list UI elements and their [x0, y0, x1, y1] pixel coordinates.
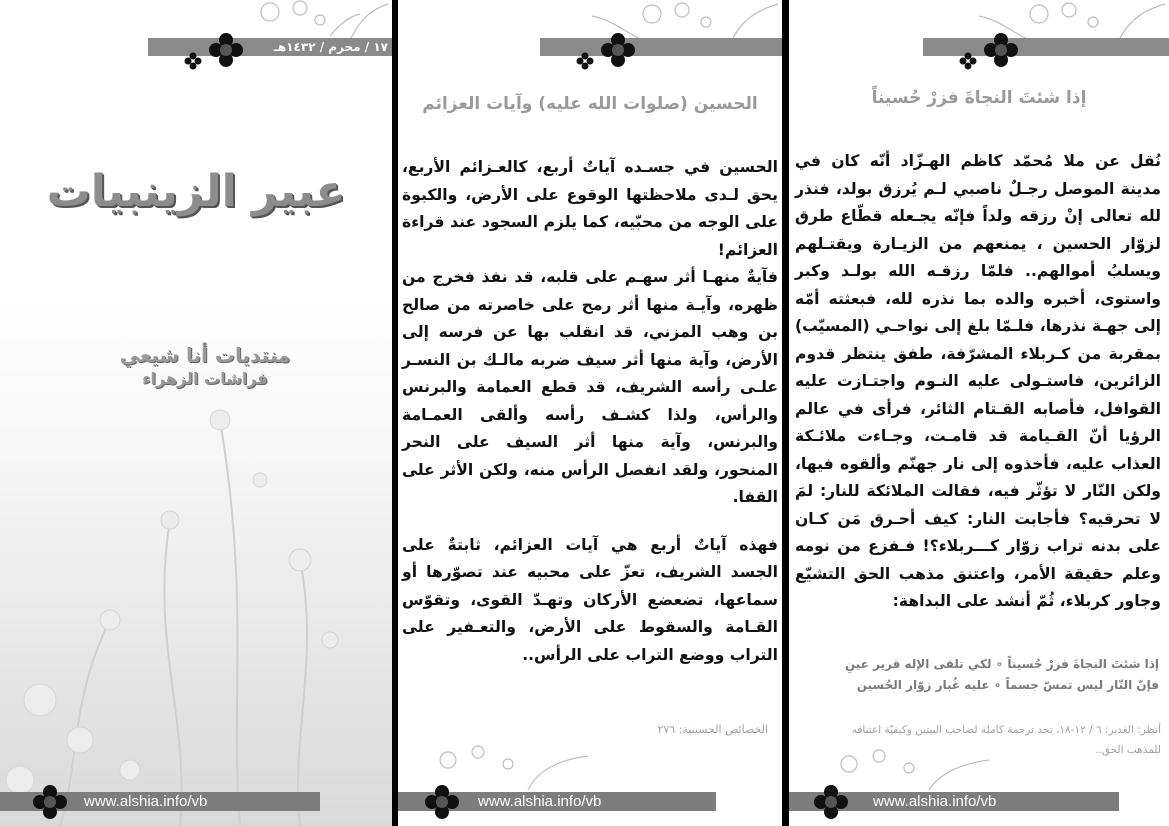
page-title: إذا شئتَ النجاةَ فزرْ حُسيناً: [871, 88, 1087, 108]
poem-verse: إذا شئتَ النجاةَ فزرْ حُسيناً ∘ لكي تلقى الإله قرير عينِ: [844, 657, 1159, 671]
footer-url-link[interactable]: www.alshia.info/vb: [873, 793, 997, 810]
forum-section: فراشات الزهراء: [142, 369, 268, 388]
page-title: الحسين (صلوات الله عليه) وآيات العزائم: [422, 94, 758, 114]
paragraph: نُقل عن ملا مُحمّد كاظم الهـزّاد أنّه كان في مدينة الموصل رجـلٌ ناصبي لـم يُرزق بولد، فنذر لله تعالى إنْ رزقه ولداً فإنّه يجـعله قطّاع طرق لزوّار الحسين ، يمنعهم من الزيـارة ويقتـلهم ويسلبُ أموالهم.. فلمّا رزقـه الله بولـد وكبر واستوى، أخبره والده بما نذره لله، فبعثته أمّه إلى جهـة نذرها، فلـمّا بلغ إلى نواحـي (المسيّب) بمقربة من كـربلاء المشرّفة، طفق ينتظر قدوم الزائرين، فاستـولى عليه النـوم واجتـازت عليه القوافل، فأصابه القـتام الثائر، فرأى في عالم الرؤيا أنّ القـيامة قد قامـت، وجـاءت ملائـكة العذاب عليه، فأخذوه إلى نار جهنّم وألقوه فيها، ولكن النّار لا تؤثّر فيه، فقالت الملائكة للنار: لمَ لا تحرقيه؟ فأجابت النار: كيف أحـرق مَن كـان على بدنه تراب زوّار كـــربلاء؟! فـفزع من نومه وعلم حقيقة الأمر، واعتنق مذهب الحق التشيّع وجاور كربلاء، ثُمّ أنشد على البداهة:: [795, 152, 1161, 610]
main-title: عبير الزينبيات: [46, 166, 346, 217]
footer-url-link[interactable]: www.alshia.info/vb: [478, 793, 602, 810]
cover-page: [0, 0, 392, 826]
black-flower-icon: [598, 30, 638, 70]
small-black-flower-icon: [184, 52, 202, 70]
black-flower-icon: [206, 30, 246, 70]
paragraph: فآيةٌ منهـا أثر سهـم على قلبه، قد نفذ فخرج من ظهره، وآيـة منها أثر رمح على خاصرته من صالح بن وهب المزني، قد انقلب بها عن فرسه إلى الأرض، وآية منها أثر سيف ضربه مالـك بن النسـر علـى رأسه الشريف، قد قطع العمامة والبرنس والرأس، ولذا كشـف رأسه وألقى العمـامة والبرنس، وآية منها أثر السيف على النحر المنحور، ولقد انفصل الرأس منه، ولكن الأثر على القفا.: [402, 268, 778, 506]
forum-name: منتديات أنا شيعي: [119, 343, 291, 367]
forum-logo-text: [0, 342, 392, 390]
black-flower-icon: [981, 30, 1021, 70]
small-black-flower-icon: [959, 52, 977, 70]
poem-verse: فإنّ النّار ليس تمسّ جسماً ∘ عليه غُبار زوّار الحُسين: [856, 678, 1159, 692]
article-body: [402, 154, 778, 669]
paragraph: الحسين في جسـده آياتٌ أربع، كالعـزائم الأربع، يحق لـدى ملاحظتها الوقوع على الأرض، والكبوة على الوجه من محبّيه، كما يلزم السجود عند قراءة العزائم!: [402, 158, 778, 259]
footer-flower-icon: [422, 782, 462, 822]
middle-page: [398, 0, 782, 826]
footer-url-link[interactable]: www.alshia.info/vb: [84, 793, 208, 810]
article-body: [795, 148, 1161, 616]
poem: [829, 654, 1159, 696]
footer-flower-icon: [811, 782, 851, 822]
floral-background-image: [0, 0, 392, 826]
footnote: أنظر: الغدير: ٦ / ١٢-١٨، تجد ترجمة كاملة لصاحب البيتين وكيفيّة اعتناقه للمذهب الحق..: [851, 724, 1161, 756]
small-black-flower-icon: [576, 52, 594, 70]
hijri-date: ١٧ / محرم / ١٤٣٢هـ: [273, 40, 388, 54]
right-page: [789, 0, 1169, 826]
paragraph: فهذه آياتٌ أربع هي آيات العزائم، ثابتةٌ على الجسد الشريف، تعزّ على محبيه عند تصوّرها أو سماعها، تضعضع الأركان وتهـدّ القوى، وتقوّس القـامة والسقوط على الأرض، والتعـفير على التراب ووضع التراب على الرأس..: [402, 535, 778, 664]
source-citation: الخصائص الحسينية: ٢٧٦: [657, 723, 768, 736]
footer-flower-icon: [30, 782, 70, 822]
